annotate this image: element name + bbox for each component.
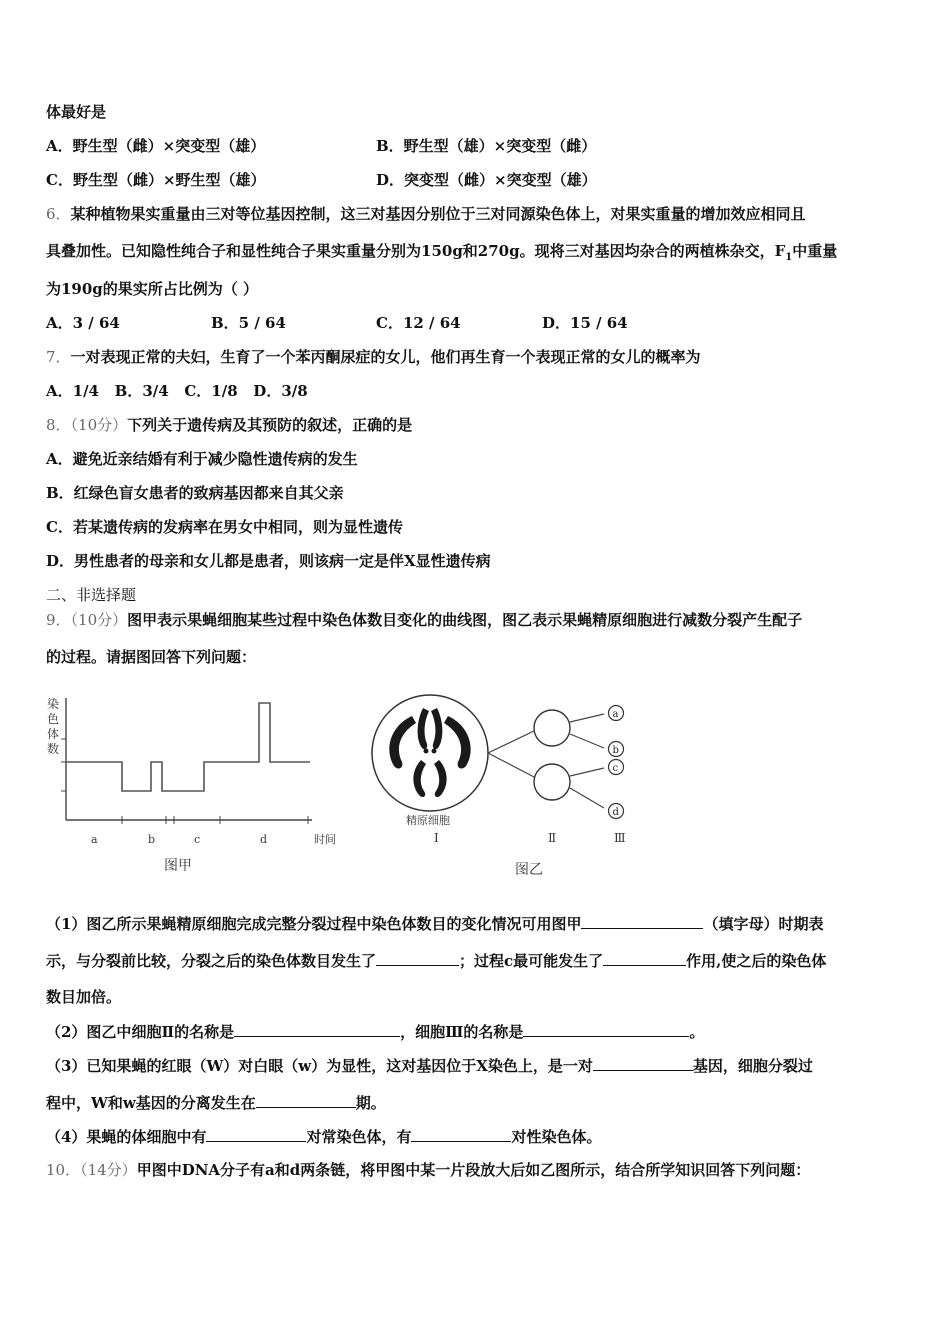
figure-jia-xlabel: 时间	[314, 833, 336, 846]
figure-jia-curve	[66, 703, 310, 791]
answer-blank-2[interactable]	[376, 951, 459, 966]
q6-option-c: C．12 / 64	[376, 314, 461, 332]
q9-p1-line3: 数目加倍。	[46, 988, 122, 1006]
answer-blank-6[interactable]	[593, 1056, 693, 1071]
q9-stem-line2: 的过程。请据图回答下列问题：	[46, 648, 257, 666]
answer-blank-3[interactable]	[603, 951, 686, 966]
q5-option-c: C．野生型（雌）×野生型（雄）	[46, 171, 266, 189]
q6-option-b: B．5 / 64	[211, 314, 286, 332]
q8-option-d: D．男性患者的母亲和女儿都是患者，则该病一定是伴X显性遗传病	[46, 552, 491, 570]
q8-stem: 8．（10分）下列关于遗传病及其预防的叙述，正确的是	[46, 416, 413, 434]
q7-options: A．1/4 B．3/4 C．1/8 D．3/8	[46, 382, 308, 400]
q7-stem: 7．一对表现正常的夫妇，生育了一个苯丙酮尿症的女儿，他们再生育一个表现正常的女儿的概率为	[46, 348, 701, 366]
figure-jia-tick-a: a	[91, 833, 98, 846]
q6-option-a: A．3 / 64	[46, 314, 120, 332]
answer-blank-7[interactable]	[256, 1093, 356, 1108]
q8-option-c: C．若某遗传病的发病率在男女中相同，则为显性遗传	[46, 518, 403, 536]
q10-number: 10．	[46, 1161, 81, 1179]
cell-ii-top	[534, 710, 570, 746]
q8-option-a: A．避免近亲结婚有利于减少隐性遗传病的发生	[46, 450, 358, 468]
figure-yi	[360, 678, 640, 883]
answer-blank-5[interactable]	[523, 1022, 689, 1037]
q7-number: 7．	[46, 348, 71, 366]
q6-number: 6．	[46, 205, 71, 223]
stage-label-iii: Ⅲ	[614, 831, 626, 845]
cell-ii-bottom	[534, 764, 570, 800]
q9-p3-line1: （3）已知果蝇的红眼（W）对白眼（w）为显性，这对基因位于X染色上，是一对 基因，细胞分裂过	[46, 1057, 813, 1075]
figure-jia	[44, 678, 354, 878]
q5-option-d: D．突变型（雌）×突变型（雄）	[376, 171, 597, 189]
q5-stem-tail: 体最好是	[46, 103, 107, 121]
gamete-b: b	[612, 745, 619, 756]
q9-p4: （4）果蝇的体细胞中有 对常染色体，有 对性染色体。	[46, 1128, 602, 1146]
q9-number: 9．	[46, 611, 71, 629]
gamete-d: d	[612, 807, 619, 818]
q5-option-b: B．野生型（雄）×突变型（雌）	[376, 137, 597, 155]
figure-jia-tick-d: d	[260, 833, 268, 846]
figure-jia-ylabel-2: 色	[47, 712, 60, 726]
answer-blank-4[interactable]	[234, 1022, 400, 1037]
q8-option-b: B．红绿色盲女患者的致病基因都来自其父亲	[46, 484, 344, 502]
section-heading: 二、非选择题	[46, 586, 137, 604]
answer-blank-9[interactable]	[411, 1127, 511, 1142]
stage-label-ii: Ⅱ	[548, 831, 557, 845]
figure-jia-ylabel-4: 数	[47, 742, 60, 756]
q9-stem-line1: 9．（10分）图甲表示果蝇细胞某些过程中染色体数目变化的曲线图，图乙表示果蝇精原细胞进行减数分裂产生配子	[46, 611, 803, 629]
figure-jia-ylabel-3: 体	[47, 727, 60, 741]
q9-score: （10分）	[70, 611, 128, 629]
cell-label: 精原细胞	[406, 814, 450, 827]
q9-p3-line2: 程中，W和w基因的分离发生在 期。	[46, 1094, 386, 1112]
q5-option-a: A．野生型（雌）×突变型（雄）	[46, 137, 266, 155]
answer-blank-1[interactable]	[581, 914, 703, 929]
q6-stem-line2: 具叠加性。已知隐性纯合子和显性纯合子果实重量分别为150g和270g。现将三对基因均杂合的两植株杂交，$F_1$中重量	[46, 242, 838, 263]
figure-jia-tick-c: c	[194, 833, 201, 846]
spermatogonium-cell	[372, 695, 488, 811]
q8-score: （10分）	[70, 416, 128, 434]
q9-p1-line2: 示，与分裂前比较，分裂之后的染色体数目发生了 ；过程c最可能发生了 作用,使之后的染色体	[46, 952, 827, 970]
figure-jia-tick-b: b	[148, 833, 156, 846]
q9-p1-line1: （1）图乙所示果蝇精原细胞完成完整分裂过程中染色体数目的变化情况可用图甲 （填字母）时期表	[46, 915, 824, 933]
figure-jia-caption: 图甲	[164, 858, 192, 874]
gamete-a: a	[612, 709, 619, 720]
figure-yi-caption: 图乙	[515, 862, 543, 878]
q6-option-d: D．15 / 64	[542, 314, 628, 332]
q8-number: 8．	[46, 416, 71, 434]
stage-label-i: Ⅰ	[434, 831, 439, 845]
figure-jia-ylabel-1: 染	[47, 697, 60, 711]
q10-stem: 10．（14分）甲图中DNA分子有a和d两条链，将甲图中某一片段放大后如乙图所示，结合所学知识回答下列问题：	[46, 1161, 811, 1179]
answer-blank-8[interactable]	[206, 1127, 306, 1142]
q6-stem-line3: 为190g的果实所占比例为（ ）	[46, 280, 259, 298]
q9-p2: （2）图乙中细胞Ⅱ的名称是 ，细胞Ⅲ的名称是 。	[46, 1023, 705, 1041]
gamete-c: c	[612, 763, 619, 774]
q6-stem-line1: 6．某种植物果实重量由三对等位基因控制，这三对基因分别位于三对同源染色体上，对果实重量的增加效应相同且	[46, 205, 806, 223]
q10-score: （14分）	[80, 1161, 137, 1179]
